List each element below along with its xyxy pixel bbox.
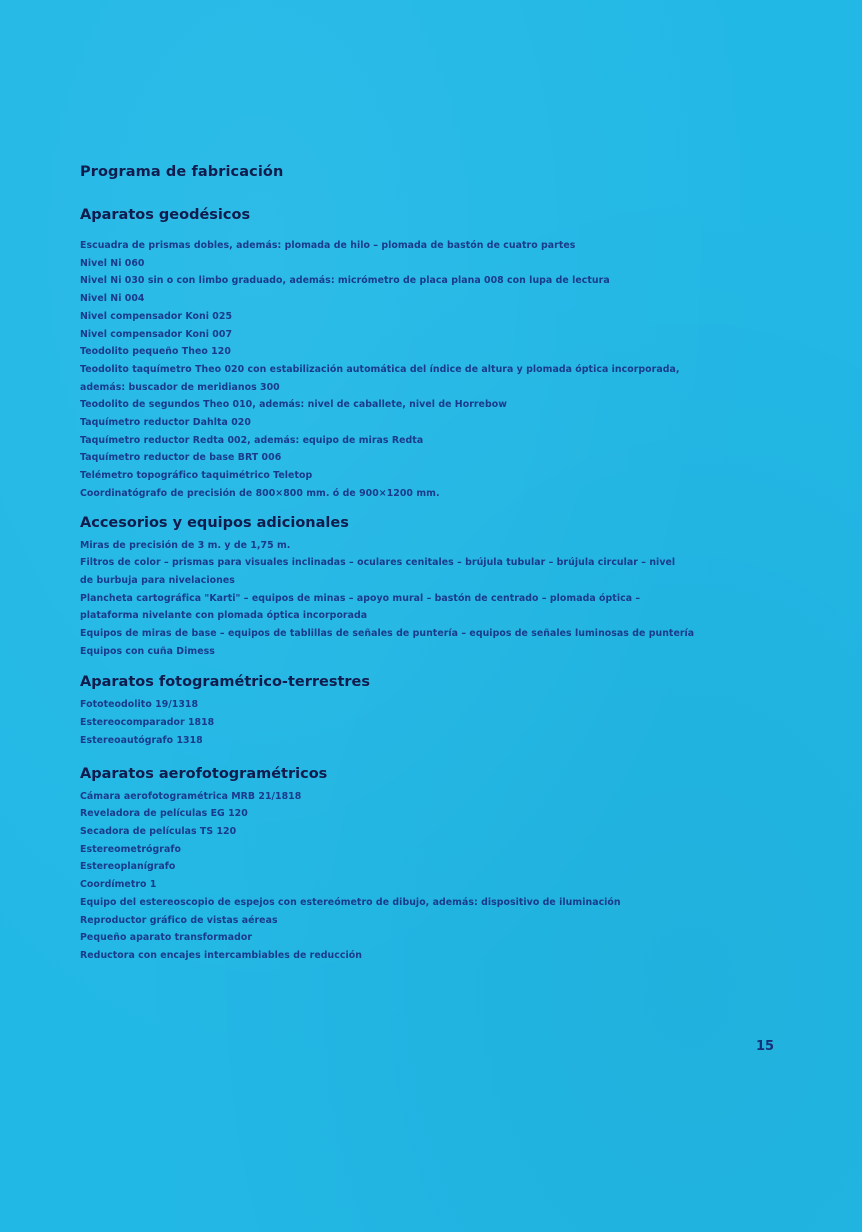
list-item: Taquímetro reductor Redta 002, además: equipo de miras Redta [80,434,424,446]
list-item: Nivel Ni 030 sin o con limbo graduado, además: micrómetro de placa plana 008 con lupa de lectura [80,275,610,287]
list-item: Telémetro topográfico taquimétrico Teletop [80,470,313,482]
list-item: Reveladora de películas EG 120 [80,808,248,820]
list-item: Estereocomparador 1818 [80,717,215,729]
list-item: Estereoautógrafo 1318 [80,734,203,746]
list-item: Nivel compensador Koni 007 [80,328,233,340]
list-item: Miras de precisión de 3 m. y de 1,75 m. [80,539,291,551]
list-item: Plancheta cartográfica "Karti" – equipos de minas – apoyo mural – bastón de centrado – plomada óptica – [80,592,641,604]
list-item: Escuadra de prismas dobles, además: plomada de hilo – plomada de bastón de cuatro partes [80,240,576,251]
page-number: 15 [756,1039,775,1054]
list-item: Estereometrógrafo [80,843,181,855]
list-item: Coordinatógrafo de precisión de 800×800 mm. ó de 900×1200 mm. [80,487,440,499]
list-item: de burbuja para nivelaciones [80,574,235,586]
item-list [80,537,800,661]
list-item: Cámara aerofotogramétrica MRB 21/1818 [80,790,302,802]
list-item: Nivel Ni 004 [80,293,145,305]
list-item: Reductora con encajes intercambiables de reducción [80,949,362,961]
list-item: plataforma nivelante con plomada óptica incorporada [80,610,368,622]
list-item: Pequeño aparato transformador [80,932,252,944]
section-heading: Aparatos geodésicos [80,207,251,223]
list-item: Estereoplanígrafo [80,861,176,873]
list-item: Nivel compensador Koni 025 [80,310,233,322]
item-list [80,237,800,503]
list-item: además: buscador de meridianos 300 [80,381,280,393]
section-fotogrametrico-terrestres [80,672,800,749]
list-item: Nivel Ni 060 [80,257,145,269]
item-list [80,788,800,965]
list-item: Equipos de miras de base – equipos de tablillas de señales de puntería – equipos de señales luminosas de puntería [80,628,695,640]
section-heading: Aparatos fotogramétrico-terrestres [80,674,371,691]
list-item: Equipos con cuña Dimess [80,645,215,657]
section-heading: Accesorios y equipos adicionales [80,514,349,531]
list-item: Taquímetro reductor de base BRT 006 [80,452,282,464]
document-page [80,162,800,965]
list-item: Fototeodolito 19/1318 [80,699,199,711]
item-list [80,696,800,749]
section-aparatos-geodesicos [80,205,800,503]
list-item: Teodolito de segundos Theo 010, además: nivel de caballete, nivel de Horrebow [80,399,507,411]
list-item: Coordímetro 1 [80,879,157,891]
list-item: Teodolito taquímetro Theo 020 con estabilización automática del índice de altura y plomada óptica incorporada, [80,363,680,375]
list-item: Taquímetro reductor Dahlta 020 [80,417,251,429]
section-accesorios [80,513,800,661]
list-item: Teodolito pequeño Theo 120 [80,346,231,358]
list-item: Secadora de películas TS 120 [80,825,237,837]
list-item: Filtros de color – prismas para visuales inclinadas – oculares cenitales – brújula tubular – brújula circular – nivel [80,557,676,569]
section-aerofotogrametricos [80,764,800,965]
section-heading: Aparatos aerofotogramétricos [80,765,328,782]
list-item: Reproductor gráfico de vistas aéreas [80,914,278,926]
list-item: Equipo del estereoscopio de espejos con estereómetro de dibujo, además: dispositivo de iluminación [80,896,621,908]
page-title: Programa de fabricación [80,164,284,180]
